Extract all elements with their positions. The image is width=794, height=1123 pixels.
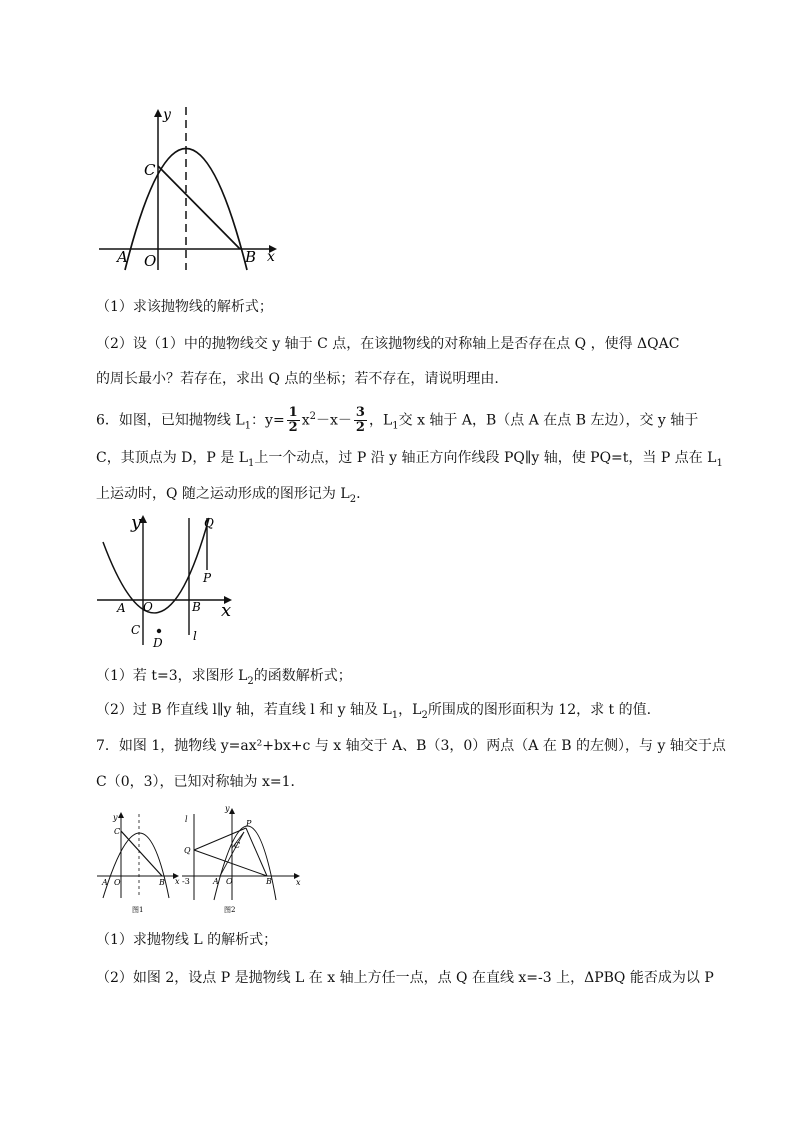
fig2-label-d: D	[153, 636, 163, 650]
p6-sup2: 2	[309, 411, 316, 422]
fig3-caption: 图1	[132, 906, 144, 914]
p6-line2-sub2: 1	[716, 457, 723, 469]
fig1-label-o: O	[144, 252, 157, 270]
fig4-label-x: x	[296, 878, 301, 887]
fig4-label-o: O	[226, 877, 233, 886]
p6-text-b: ：y=	[251, 412, 285, 429]
figure-parabola-4	[180, 802, 305, 917]
p6-sub1: 1	[244, 420, 252, 432]
fig2-label-o: O	[143, 600, 153, 614]
fig2-label-p: P	[203, 571, 212, 585]
fig4-label-a: A	[213, 877, 219, 886]
p6-frac1-den: 2	[288, 420, 298, 436]
p5-question-2-line2: 的周长最小？若存在，求出 Q 点的坐标；若不存在，请说明理由.	[96, 371, 499, 387]
p6-text-a: 6．如图，已知抛物线 L	[96, 412, 245, 429]
fig3-label-y: y	[113, 813, 118, 822]
p6-line2-sub: 1	[248, 457, 255, 469]
p6q2-sub2: 2	[421, 709, 428, 721]
fig3-label-c: C	[114, 827, 121, 836]
p6q2-c: 所围成的图形面积为 12，求 t 的值.	[427, 702, 652, 718]
figure-parabola-3	[95, 808, 185, 918]
p7-line2: C（0，3），已知对称轴为 x=1．	[96, 774, 305, 790]
p6-frac2-num: 3	[355, 405, 365, 421]
fig1-label-a: A	[117, 248, 128, 266]
p6-line2-a: C，其顶点为 D，P 是 L	[96, 450, 249, 466]
p6-question-2	[96, 700, 716, 726]
p6-fraction-1	[287, 406, 300, 435]
p7-question-1: （1）求抛物线 L 的解析式；	[96, 932, 278, 948]
fig4-label-c: C	[234, 841, 241, 850]
p5-question-1: （1）求该抛物线的解析式；	[96, 299, 273, 315]
fig4-label-m3: -3	[182, 877, 190, 886]
figure-parabola-1	[95, 105, 285, 275]
p6-text-c: x	[301, 412, 310, 429]
fig4-label-b: B	[266, 877, 272, 886]
p6-line3-sub: 2	[349, 493, 357, 505]
fig2-label-x: x	[221, 600, 232, 621]
p6-line1	[96, 402, 716, 441]
p6-sub2: 1	[392, 420, 399, 432]
fig2-label-c: C	[131, 623, 141, 637]
p6q2-b: ，L	[398, 702, 422, 718]
p6-line3-b: .	[356, 486, 361, 502]
fig2-label-a: A	[117, 601, 126, 615]
p6-frac2-den: 2	[355, 420, 365, 436]
fig3-label-o: O	[114, 878, 121, 887]
p6q1-a: （1）若 t=3，求图形 L	[96, 668, 248, 684]
figure-parabola-2	[95, 510, 240, 655]
fig1-label-y: y	[163, 107, 171, 123]
p7-line1: 7．如图 1，抛物线 y=ax²+bx+c 与 x 轴交于 A、B（3，0）两点（A 在 B 的左侧），与 y 轴交于点	[96, 738, 726, 754]
p5-question-2-line1: （2）设（1）中的抛物线交 y 轴于 C 点，在该抛物线的对称轴上是否存在点 Q ，使得 ΔQAC	[96, 336, 680, 352]
p6q2-sub1: 1	[391, 709, 399, 721]
fig4-label-p: P	[246, 819, 252, 828]
fig2-label-y: y	[131, 512, 142, 533]
p6-question-1	[96, 666, 716, 692]
fig1-label-c: C	[144, 161, 156, 179]
p6q1-b: 的函数解析式；	[253, 668, 352, 684]
p6-line3	[96, 484, 716, 510]
fig3-label-x: x	[175, 877, 180, 886]
fig2-label-l: l	[193, 629, 197, 643]
p6q1-sub: 2	[247, 675, 254, 687]
p6-text-d: －x－	[316, 412, 352, 429]
p6-line2-b: 上一个动点，过 P 沿 y 轴正方向作线段 PQ∥y 轴，使 PQ=t，当 P 点在 L	[254, 450, 717, 466]
p6-fraction-2	[354, 406, 367, 435]
p6-text-e: ，L	[368, 412, 393, 429]
fig2-label-q: Q	[204, 516, 214, 530]
p6-text-f: 交 x 轴于 A，B（点 A 在点 B 左边），交 y 轴于	[398, 412, 699, 429]
fig3-label-b: B	[159, 878, 165, 887]
fig4-label-q: Q	[184, 846, 191, 855]
p6-line3-a: 上运动时，Q 随之运动形成的图形记为 L	[96, 486, 350, 502]
fig4-label-l: l	[185, 815, 188, 824]
p6q2-a: （2）过 B 作直线 l∥y 轴，若直线 l 和 y 轴及 L	[96, 702, 392, 718]
fig4-caption: 图2	[224, 906, 236, 914]
fig4-label-y: y	[225, 804, 230, 813]
fig2-label-b: B	[192, 600, 201, 614]
p7-question-2: （2）如图 2，设点 P 是抛物线 L 在 x 轴上方任一点，点 Q 在直线 x=-3 上，ΔPBQ 能否成为以 P	[96, 970, 714, 986]
p6-frac1-num: 1	[288, 405, 298, 421]
fig1-label-x: x	[267, 249, 275, 265]
p6-line2	[96, 448, 723, 474]
fig1-label-b: B	[245, 248, 257, 266]
fig3-label-a: A	[102, 878, 108, 887]
